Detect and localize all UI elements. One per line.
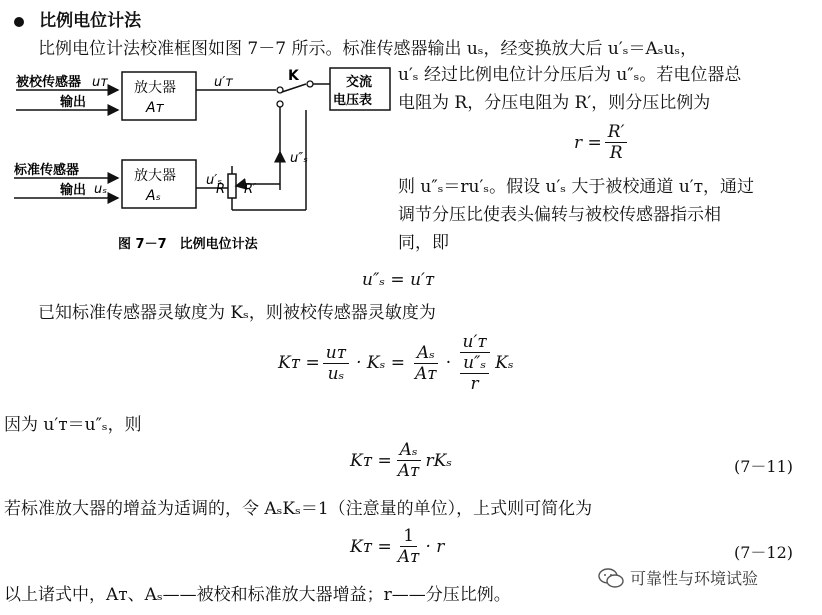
voltmeter-label-1: 交流	[346, 75, 373, 90]
eq-big-f3-den-num: u″ₛ	[460, 353, 489, 374]
voltmeter-label-2: 电压表	[333, 93, 373, 108]
watermark-text: 可靠性与环境试验	[630, 569, 759, 588]
ratio-formula	[574, 122, 630, 163]
equation-7-11	[350, 440, 452, 481]
switch-blade	[282, 84, 306, 92]
switch-contact-2	[277, 101, 283, 107]
eq-big-fraction-1	[323, 343, 349, 384]
input2-label-2: 输出	[60, 183, 87, 198]
eq-big-f3-den-den: r	[470, 374, 479, 394]
eq-big-f3-num: u′ᴛ	[460, 332, 490, 353]
eq712-num: 1	[400, 526, 417, 547]
paragraph-4: 因为 u′ᴛ＝u″ₛ，则	[4, 415, 142, 435]
watermark	[598, 566, 758, 589]
eq-big-dot: ·	[445, 353, 452, 373]
eq711-lhs: Kᴛ =	[350, 450, 392, 471]
input1-label-1: 被校传感器	[16, 75, 82, 90]
switch-label: K	[288, 68, 299, 84]
figure-caption: 图 7－7 比例电位计法	[118, 237, 258, 252]
equation-7-11-number: (7－11)	[734, 457, 794, 476]
eq711-num: Aₛ	[397, 440, 421, 461]
eq711-tail: rKₛ	[425, 450, 453, 471]
input1-signal: uᴛ	[92, 75, 108, 90]
eq-big-fraction-2	[412, 343, 440, 384]
amp1-output-signal: u′ᴛ	[214, 75, 233, 90]
eq-big-tail: Kₛ	[495, 353, 514, 373]
paragraph-1-line-3: 电阻为 R，分压电阻为 R′，则分压比例为	[398, 93, 711, 113]
switch-common	[307, 81, 313, 87]
input2-label-1: 标准传感器	[14, 163, 80, 178]
eq712-fraction	[395, 526, 423, 567]
paragraph-3: 已知标准传感器灵敏度为 Kₛ，则被校传感器灵敏度为	[38, 303, 436, 323]
eq-big-fraction-3	[457, 332, 492, 394]
eq-big-f3-inner-fraction	[460, 353, 489, 394]
wechat-icon	[598, 567, 624, 589]
section-title: 比例电位计法	[39, 11, 142, 31]
eq-big-f3-den	[457, 353, 492, 394]
section-header	[14, 6, 141, 31]
eq-big-lhs: Kᴛ =	[278, 353, 320, 373]
divider-output-signal: u″ₛ	[290, 151, 308, 166]
eq712-den: Aᴛ	[397, 547, 420, 567]
amplifier-1-gain: Aᴛ	[146, 100, 164, 116]
eq-big-f1-den: uₛ	[327, 363, 345, 384]
paragraph-6: 以上诸式中，Aᴛ、Aₛ——被校和标准放大器增益；r——分压比例。	[4, 585, 511, 605]
paragraph-2-line-2: 调节分压比使表头偏转与被校传感器指示相	[398, 205, 721, 225]
eq-big-f2-den: Aᴛ	[415, 363, 437, 384]
resistor-Rp-label: R′	[244, 182, 256, 197]
resistor-R-label: R	[216, 182, 226, 197]
amplifier-2-label: 放大器	[134, 168, 176, 184]
amplifier-1-label: 放大器	[134, 80, 176, 96]
paragraph-2-line-1: 则 u″ₛ＝ru′ₛ。假设 u′ₛ 大于被校通道 u′ᴛ，通过	[398, 177, 755, 197]
paragraph-2-line-3: 同，即	[398, 233, 449, 253]
ratio-fraction	[605, 122, 628, 163]
eq712-lhs: Kᴛ =	[350, 536, 392, 557]
paragraph-1-line-1: 比例电位计法校准框图如图 7－7 所示。标准传感器输出 uₛ，经变换放大后 u′ₛ＝Aₛuₛ，	[38, 39, 698, 59]
equation-7-12	[350, 526, 444, 567]
equality-equation: u″ₛ = u′ᴛ	[362, 270, 435, 290]
sensitivity-equation	[278, 332, 514, 394]
paragraph-5: 若标准放大器的增益为适调的，令 AₛKₛ＝1（注意量的单位），上式则可简化为	[4, 499, 593, 519]
paragraph-1-line-2: u′ₛ 经过比例电位计分压后为 u″ₛ。若电位器总	[398, 65, 742, 85]
ratio-denominator: R	[609, 143, 623, 163]
potentiometer	[228, 174, 236, 198]
eq-big-mid: · Kₛ =	[356, 353, 406, 373]
amplifier-2-gain: Aₛ	[146, 188, 161, 204]
eq-big-f1-num: uᴛ	[323, 343, 349, 364]
ratio-numerator: R′	[605, 122, 628, 143]
eq711-fraction	[395, 440, 423, 481]
eq711-den: Aᴛ	[397, 461, 420, 481]
eq-big-f2-num: Aₛ	[414, 343, 438, 364]
input2-signal: uₛ	[94, 182, 108, 197]
bullet-icon	[14, 17, 24, 27]
equation-7-12-number: (7－12)	[734, 543, 794, 562]
amp2-output-signal: u′ₛ	[206, 173, 223, 188]
block-diagram	[10, 62, 395, 258]
input1-label-2: 输出	[60, 95, 87, 110]
eq712-tail: · r	[425, 536, 445, 557]
ratio-lhs: r =	[574, 132, 602, 153]
